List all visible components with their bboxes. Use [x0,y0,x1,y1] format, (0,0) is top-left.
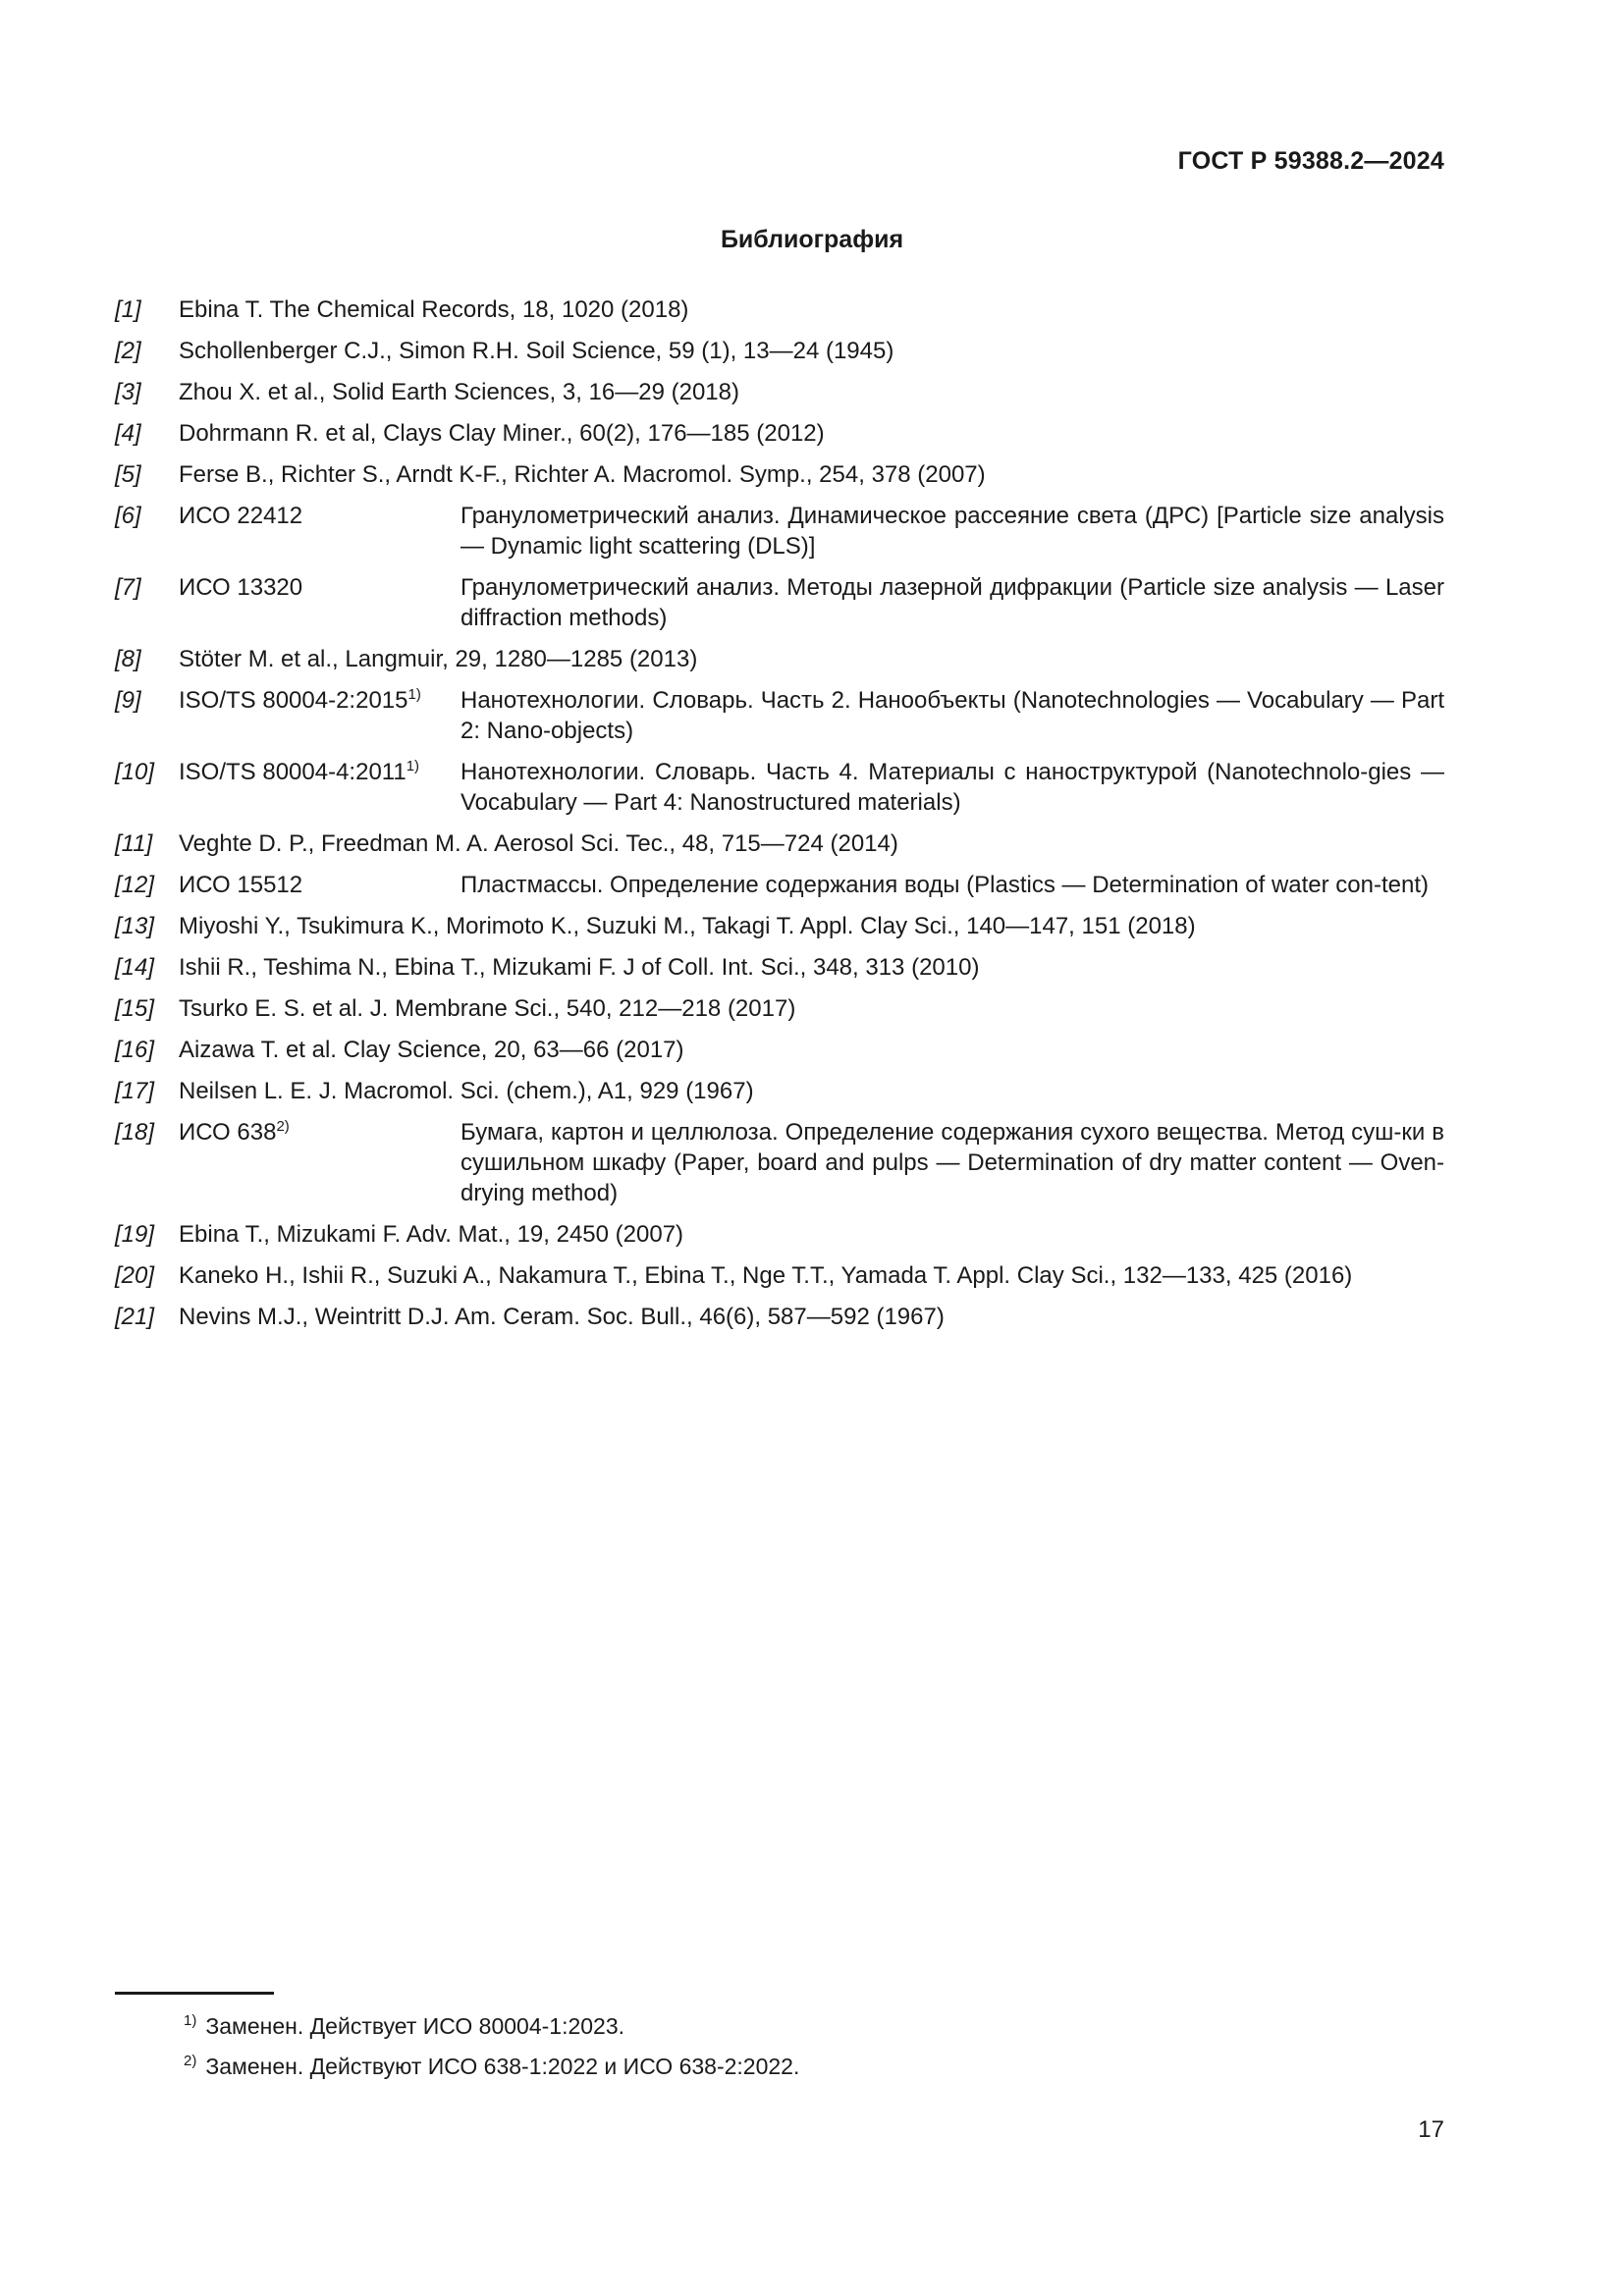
reference-number: [12] [115,872,155,898]
reference-item [115,757,1444,818]
reference-item [115,685,1444,746]
footnotes [184,2011,799,2092]
reference-item [115,572,1444,633]
page-number: 17 [1418,2116,1444,2143]
reference-text: Kaneko H., Ishii R., Suzuki A., Nakamura T., Ebina T., Nge T.T., Yamada T. Appl. Clay Sci., 132—133, 425 (2016) [179,1262,1353,1289]
footnote-item [184,2011,799,2042]
reference-number: [5] [115,461,141,488]
reference-standard-code [179,870,460,900]
reference-description: Нанотехнологии. Словарь. Часть 4. Материалы с наноструктурой (Nanotechnolo-gies — Vocabulary — Part 4: Nanostructured materials) [460,759,1444,816]
reference-number: [10] [115,759,155,785]
reference-description: Пластмассы. Определение содержания воды (Plastics — Determination of water con-tent) [460,872,1430,898]
standard-code-text: ИСО 22412 [179,503,303,529]
footnote-marker: 1) [406,758,420,774]
footnote-mark: 1) [184,2012,197,2029]
reference-standard-code [179,501,460,561]
reference-number: [17] [115,1078,155,1104]
reference-description: Нанотехнологии. Словарь. Часть 2. Нанообъекты (Nanotechnologies — Vocabulary — Part 2: Nano-objects) [460,687,1444,744]
reference-text: Ferse B., Richter S., Arndt K-F., Richter A. Macromol. Symp., 254, 378 (2007) [179,461,986,488]
footnote-item [184,2052,799,2082]
reference-number: [15] [115,995,155,1022]
reference-text: Miyoshi Y., Tsukimura K., Morimoto K., Suzuki M., Takagi T. Appl. Clay Sci., 140—147, 151 (2018) [179,913,1196,939]
reference-description: Гранулометрический анализ. Методы лазерной дифракции (Particle size analysis — Laser diffraction methods) [460,574,1444,631]
reference-item [115,952,1444,983]
reference-text: Tsurko E. S. et al. J. Membrane Sci., 540, 212—218 (2017) [179,995,796,1022]
reference-item [115,1117,1444,1208]
bibliography-list [115,294,1444,1343]
reference-number: [3] [115,379,141,405]
reference-item [115,459,1444,490]
reference-text: Dohrmann R. et al, Clays Clay Miner., 60(2), 176—185 (2012) [179,420,825,447]
reference-text: Zhou X. et al., Solid Earth Sciences, 3, 16—29 (2018) [179,379,739,405]
reference-text: Aizawa T. et al. Clay Science, 20, 63—66 (2017) [179,1037,684,1063]
reference-number: [4] [115,420,141,447]
reference-number: [14] [115,954,155,981]
reference-number: [1] [115,296,141,323]
reference-number: [19] [115,1221,155,1248]
reference-text: Schollenberger C.J., Simon R.H. Soil Science, 59 (1), 13—24 (1945) [179,338,894,364]
reference-item [115,993,1444,1024]
reference-number: [6] [115,503,141,529]
reference-item [115,1302,1444,1332]
footnote-marker: 2) [276,1118,290,1135]
reference-number: [21] [115,1304,155,1330]
standard-code-text: ISO/TS 80004-2:2015 [179,687,408,714]
reference-number: [7] [115,574,141,601]
reference-item [115,911,1444,941]
reference-item [115,501,1444,561]
page-title: Библиография [720,226,904,253]
standard-code-text: ISO/TS 80004-4:2011 [179,759,406,785]
reference-text: Veghte D. P., Freedman M. A. Aerosol Sci. Tec., 48, 715—724 (2014) [179,830,898,857]
reference-standard-code [179,1117,460,1208]
reference-item [115,1035,1444,1065]
reference-item [115,377,1444,407]
reference-number: [8] [115,646,141,672]
reference-item [115,294,1444,325]
reference-number: [11] [115,830,153,857]
reference-item [115,336,1444,366]
reference-standard-code [179,757,460,818]
document-code: ГОСТ Р 59388.2—2024 [1177,147,1444,175]
reference-item [115,870,1444,900]
reference-text: Ebina T. The Chemical Records, 18, 1020 (2018) [179,296,689,323]
footnote-text: Заменен. Действует ИСО 80004-1:2023. [205,2013,625,2039]
reference-description: Гранулометрический анализ. Динамическое рассеяние света (ДРС) [Particle size analysis — Dynamic light scattering (DLS)] [460,503,1444,560]
standard-code-text: ИСО 13320 [179,574,303,601]
reference-number: [20] [115,1262,155,1289]
footnote-marker: 1) [407,686,421,703]
standard-code-text: ИСО 638 [179,1119,277,1146]
reference-item [115,644,1444,674]
reference-number: [2] [115,338,141,364]
reference-text: Ishii R., Teshima N., Ebina T., Mizukami F. J of Coll. Int. Sci., 348, 313 (2010) [179,954,980,981]
reference-text: Stöter M. et al., Langmuir, 29, 1280—1285 (2013) [179,646,698,672]
footnote-text: Заменен. Действуют ИСО 638-1:2022 и ИСО 638-2:2022. [205,2054,800,2079]
reference-number: [16] [115,1037,155,1063]
reference-number: [9] [115,687,141,714]
reference-description: Бумага, картон и целлюлоза. Определение содержания сухого вещества. Метод суш-ки в сушильном шкафу (Paper, board and pulps — Determination of dry matter content — Oven-drying method) [460,1119,1444,1206]
reference-item [115,1260,1444,1291]
reference-item [115,1076,1444,1106]
reference-text: Nevins M.J., Weintritt D.J. Am. Ceram. Soc. Bull., 46(6), 587—592 (1967) [179,1304,945,1330]
reference-text: Ebina T., Mizukami F. Adv. Mat., 19, 2450 (2007) [179,1221,684,1248]
reference-standard-code [179,572,460,633]
reference-standard-code [179,685,460,746]
standard-code-text: ИСО 15512 [179,872,303,898]
reference-item [115,418,1444,449]
footnote-mark: 2) [184,2053,197,2069]
reference-number: [13] [115,913,155,939]
reference-text: Neilsen L. E. J. Macromol. Sci. (chem.), A1, 929 (1967) [179,1078,754,1104]
reference-number: [18] [115,1119,155,1146]
footnote-separator [115,1992,274,1995]
reference-item [115,1219,1444,1250]
reference-item [115,828,1444,859]
